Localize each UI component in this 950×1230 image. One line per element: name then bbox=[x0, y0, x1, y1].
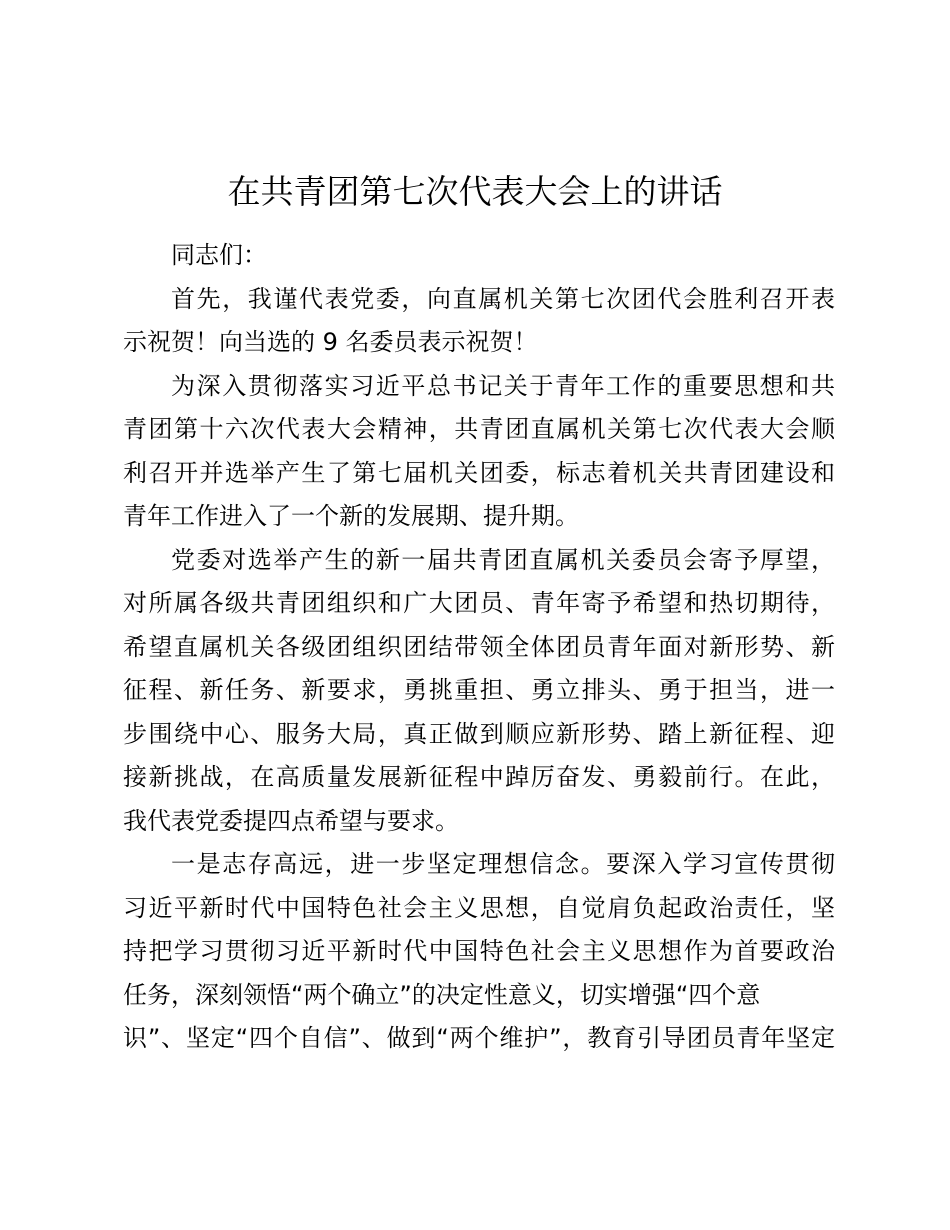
paragraph-line: 步围绕中心、服务大局，真正做到顺应新形势、踏上新征程、迎 bbox=[123, 719, 835, 748]
paragraph bbox=[123, 365, 835, 539]
paragraph-line: 持把学习贯彻习近平新时代中国特色社会主义思想作为首要政治 bbox=[123, 937, 835, 965]
paragraph bbox=[123, 278, 835, 365]
paragraph-line: 首先，我谨代表党委，向直属机关第七次团代会胜利召开表 bbox=[171, 284, 835, 313]
paragraph-line: 利召开并选举产生了第七届机关团委，标志着机关共青团建设和 bbox=[123, 458, 835, 487]
paragraph-line: 任务，深刻领悟“两个确立”的决定性意义，切实增强“四个意 bbox=[123, 980, 761, 1009]
paragraph-line: 对所属各级共青团组织和广大团员、青年寄予希望和热切期待， bbox=[123, 589, 835, 617]
paragraph-line: 希望直属机关各级团组织团结带领全体团员青年面对新形势、新 bbox=[123, 632, 835, 661]
paragraph bbox=[123, 539, 835, 844]
paragraph-line: 征程、新任务、新要求，勇挑重担、勇立排头、勇于担当，进一 bbox=[123, 676, 835, 704]
paragraph-line: 习近平新时代中国特色社会主义思想，自觉肩负起政治责任，坚 bbox=[123, 893, 835, 922]
document-body bbox=[123, 234, 835, 1061]
paragraph-line: 识”、坚定“四个自信”、做到“两个维护”，教育引导团员青年坚定 bbox=[123, 1024, 835, 1052]
paragraph-line: 为深入贯彻落实习近平总书记关于青年工作的重要思想和共 bbox=[171, 371, 835, 400]
paragraph-line: 我代表党委提四点希望与要求。 bbox=[123, 806, 459, 835]
paragraph-line: 青年工作进入了一个新的发展期、提升期。 bbox=[123, 502, 579, 530]
paragraph-line: 接新挑战，在高质量发展新征程中踔厉奋发、勇毅前行。在此， bbox=[123, 763, 835, 791]
paragraph-line: 青团第十六次代表大会精神，共青团直属机关第七次代表大会顺 bbox=[123, 415, 835, 443]
paragraph bbox=[123, 843, 835, 1061]
paragraph-line: 同志们： bbox=[171, 241, 267, 269]
paragraph-line: 党委对选举产生的新一届共青团直属机关委员会寄予厚望， bbox=[171, 545, 835, 574]
paragraph-line: 一是志存高远，进一步坚定理想信念。要深入学习宣传贯彻 bbox=[171, 850, 835, 878]
paragraph-line: 示祝贺！向当选的 9 名委员表示祝贺！ bbox=[123, 328, 538, 356]
paragraph bbox=[123, 234, 835, 278]
document-title: 在共青团第七次代表大会上的讲话 bbox=[227, 172, 723, 211]
